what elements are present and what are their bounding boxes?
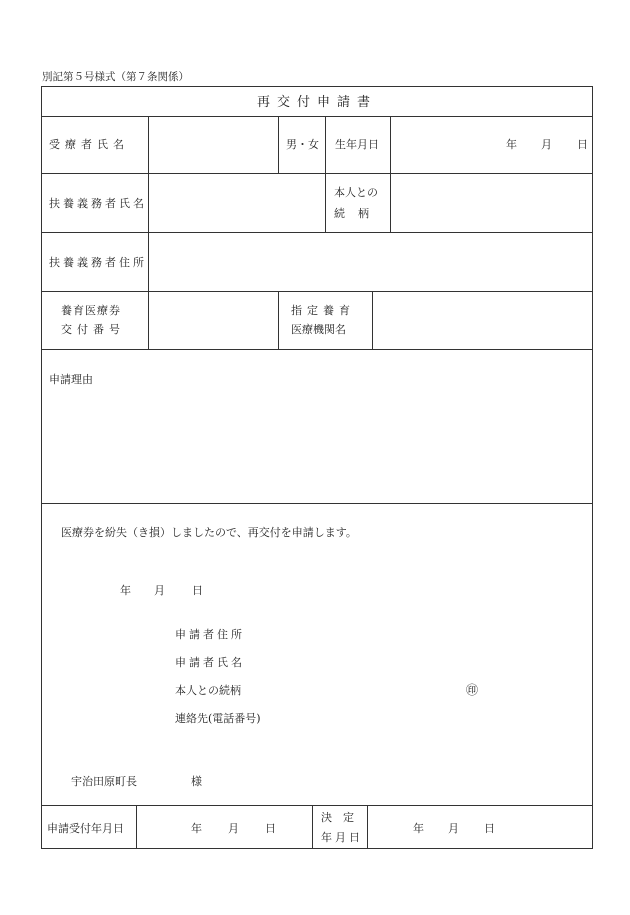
- applicant-address-label: 申請者住所: [175, 628, 245, 641]
- col-divider: [136, 805, 137, 849]
- col-divider: [148, 116, 149, 349]
- institution-label-line1: 指定養育: [291, 304, 355, 317]
- form-title: 再交付申請書: [256, 95, 377, 110]
- applicant-contact-label: 連絡先(電話番号): [175, 712, 261, 725]
- relation-label-line1: 本人との: [334, 186, 378, 199]
- decision-label-line2: 年月日: [321, 831, 363, 844]
- guardian-name-label: 扶養義務者氏名: [49, 197, 147, 210]
- decision-year-unit: 年: [413, 822, 424, 835]
- row-divider: [42, 291, 592, 292]
- guardian-address-label: 扶養義務者住所: [49, 256, 147, 269]
- reissue-application-form: [41, 86, 593, 849]
- guardian-address-field[interactable]: [152, 238, 588, 286]
- relation-label-line2: 続 柄: [334, 207, 370, 220]
- form-number: 別記第５号様式（第７条関係）: [42, 71, 189, 83]
- date-day-unit: 日: [192, 584, 203, 597]
- received-day-unit: 日: [265, 822, 276, 835]
- date-year-unit: 年: [120, 584, 131, 597]
- row-divider: [42, 173, 592, 174]
- guardian-name-field[interactable]: [152, 179, 320, 227]
- row-divider: [42, 116, 592, 117]
- received-year-unit: 年: [191, 822, 202, 835]
- decision-day-unit: 日: [484, 822, 495, 835]
- col-divider: [278, 291, 279, 349]
- col-divider: [312, 805, 313, 849]
- row-divider: [42, 805, 592, 806]
- date-month-unit: 月: [154, 584, 165, 597]
- applicant-relation-label: 本人との続柄: [175, 684, 241, 697]
- birth-month-unit: 月: [541, 138, 552, 151]
- received-date-label: 申請受付年月日: [47, 822, 124, 835]
- birth-date-label: 生年月日: [335, 138, 379, 151]
- declaration-statement: 医療券を紛失（き損）しましたので、再交付を申請します。: [61, 526, 357, 539]
- col-divider: [278, 116, 279, 173]
- institution-label-line2: 医療機関名: [291, 323, 346, 336]
- patient-name-field[interactable]: [152, 123, 274, 167]
- col-divider: [367, 805, 368, 849]
- col-divider: [372, 291, 373, 349]
- ticket-number-label-line1: 養育医療券: [61, 304, 121, 317]
- col-divider: [325, 116, 326, 232]
- applicant-name-label: 申請者氏名: [175, 656, 245, 669]
- birth-year-unit: 年: [506, 138, 517, 151]
- row-divider: [42, 232, 592, 233]
- reason-field[interactable]: [49, 392, 585, 496]
- honorific: 様: [191, 775, 202, 788]
- decision-label-line1: 決 定: [321, 811, 354, 824]
- patient-name-label: 受療者氏名: [49, 138, 129, 151]
- row-divider: [42, 349, 592, 350]
- ticket-number-label-line2: 交付番号: [61, 323, 125, 336]
- row-divider: [42, 503, 592, 504]
- decision-month-unit: 月: [448, 822, 459, 835]
- col-divider: [390, 116, 391, 232]
- received-month-unit: 月: [228, 822, 239, 835]
- addressee: 宇治田原町長: [71, 775, 137, 788]
- sex-selector[interactable]: 男・女: [286, 138, 319, 151]
- birth-day-unit: 日: [577, 138, 588, 151]
- seal-mark: ㊞: [466, 683, 479, 697]
- reason-label: 申請理由: [49, 373, 93, 386]
